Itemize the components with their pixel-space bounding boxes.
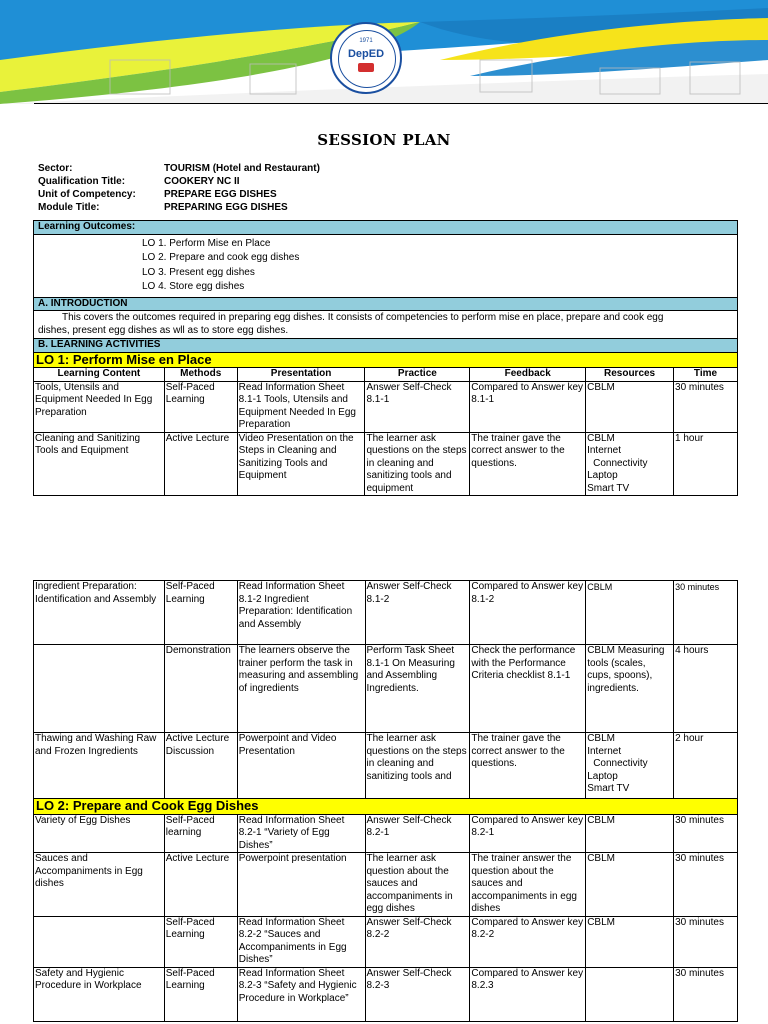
cell-time: 4 hours bbox=[674, 645, 738, 733]
cell-resources bbox=[586, 432, 674, 496]
resource-line: Smart TV bbox=[587, 783, 630, 794]
learning-outcomes-list bbox=[34, 234, 738, 297]
cell-content bbox=[34, 916, 165, 967]
introduction-text bbox=[34, 311, 738, 339]
cell-presentation: Read Information Sheet 8.1-1 Tools, Utensils and Equipment Needed In Egg Preparation bbox=[237, 381, 365, 432]
resource-line: Connectivity bbox=[593, 758, 648, 769]
col-header: Methods bbox=[164, 368, 237, 382]
resource-line: CBLM bbox=[587, 733, 615, 744]
resource-line: Laptop bbox=[587, 770, 618, 782]
cell-presentation: Read Information Sheet 8.2-1 “Variety of Egg Dishes” bbox=[237, 814, 365, 853]
cell-practice: Answer Self-Check 8.2-1 bbox=[365, 814, 470, 853]
school-logo bbox=[330, 22, 402, 94]
cell-methods: Self-Paced Learning bbox=[164, 581, 237, 645]
cell-practice: Answer Self-Check 8.2-2 bbox=[365, 916, 470, 967]
resource-line: Internet bbox=[587, 445, 622, 456]
cell-methods: Active Lecture Discussion bbox=[164, 733, 237, 799]
intro-line: This covers the outcomes required in preparing egg dishes. It consists of competencies to perform mise en place, prepare and cook egg bbox=[62, 312, 664, 323]
lo2-heading: LO 2: Prepare and Cook Egg Dishes bbox=[34, 799, 738, 815]
learning-outcomes-heading: Learning Outcomes: bbox=[34, 221, 738, 235]
cell-content: Cleaning and Sanitizing Tools and Equipment bbox=[34, 432, 165, 496]
cell-resources: CBLM bbox=[586, 814, 674, 853]
cell-methods: Demonstration bbox=[164, 645, 237, 733]
meta-value: COOKERY NC II bbox=[164, 176, 240, 187]
cell-practice: The learner ask question about the sauces and accompaniments in egg dishes bbox=[365, 853, 470, 917]
lo-item: LO 4. Store egg dishes bbox=[142, 281, 245, 292]
cell-resources: CBLM bbox=[586, 581, 674, 645]
table-row bbox=[34, 916, 738, 967]
cell-presentation: Read Information Sheet 8.2-2 “Sauces and Accompaniments in Egg Dishes” bbox=[237, 916, 365, 967]
cell-practice: The learner ask questions on the steps in cleaning and sanitizing tools and equipment bbox=[365, 432, 470, 496]
cell-content: Ingredient Preparation: Identification and Assembly bbox=[34, 581, 165, 645]
header-rule bbox=[34, 103, 768, 104]
resource-line: CBLM bbox=[587, 432, 615, 444]
meta-label: Sector: bbox=[38, 163, 73, 174]
cell-presentation: Read Information Sheet 8.2-3 “Safety and Hygienic Procedure in Workplace” bbox=[237, 967, 365, 1021]
table-row bbox=[34, 432, 738, 496]
cell-feedback: Compared to Answer key 8.1-2 bbox=[470, 581, 586, 645]
cell-practice: The learner ask questions on the steps in cleaning and sanitizing tools and bbox=[365, 733, 470, 799]
table-row bbox=[34, 581, 738, 645]
resource-line: Internet bbox=[587, 745, 622, 757]
col-header: Learning Content bbox=[34, 368, 165, 382]
cell-feedback: Compared to Answer key 8.1-1 bbox=[470, 381, 586, 432]
intro-line: dishes, present egg dishes as wll as to store egg dishes. bbox=[38, 324, 289, 336]
cell-content: Thawing and Washing Raw and Frozen Ingredients bbox=[34, 733, 165, 799]
cell-time: 30 minutes bbox=[674, 853, 738, 917]
lo-item: LO 1. Perform Mise en Place bbox=[142, 237, 271, 249]
cell-methods: Self-Paced learning bbox=[164, 814, 237, 853]
cell-content: Variety of Egg Dishes bbox=[34, 814, 165, 853]
cell-resources: CBLM Measuring tools (scales, cups, spoons), ingredients. bbox=[586, 645, 674, 733]
cell-resources bbox=[586, 733, 674, 799]
table-row bbox=[34, 733, 738, 799]
cell-methods: Self-Paced Learning bbox=[164, 916, 237, 967]
col-header: Time bbox=[674, 368, 738, 382]
resource-line: Connectivity bbox=[593, 457, 648, 469]
cell-feedback: The trainer answer the question about the sauces and accompaniments in egg dishes bbox=[470, 853, 586, 917]
resource-line: Laptop bbox=[587, 470, 618, 481]
cell-feedback: Check the performance with the Performance Criteria checklist 8.1-1 bbox=[470, 645, 586, 733]
lo1-heading: LO 1: Perform Mise en Place bbox=[34, 352, 738, 368]
meta-value: PREPARE EGG DISHES bbox=[164, 189, 277, 200]
meta-label: Qualification Title: bbox=[38, 176, 126, 187]
cell-methods: Active Lecture bbox=[164, 853, 237, 917]
logo-year: 1971 bbox=[359, 38, 373, 44]
cell-time: 1 hour bbox=[674, 432, 738, 496]
cell-practice: Answer Self-Check 8.1-1 bbox=[365, 381, 470, 432]
cell-resources: CBLM bbox=[586, 853, 674, 917]
cell-content: Sauces and Accompaniments in Egg dishes bbox=[34, 853, 165, 917]
meta-value: PREPARING EGG DISHES bbox=[164, 202, 288, 213]
meta-label: Module Title: bbox=[38, 202, 100, 213]
col-header: Practice bbox=[365, 368, 470, 382]
cell-content: Safety and Hygienic Procedure in Workplace bbox=[34, 967, 165, 1021]
cell-resources bbox=[586, 967, 674, 1021]
cell-practice: Perform Task Sheet 8.1-1 On Measuring and Assembling Ingredients. bbox=[365, 645, 470, 733]
introduction-heading: A. INTRODUCTION bbox=[34, 297, 738, 311]
col-header: Feedback bbox=[470, 368, 586, 382]
lo-item: LO 3. Present egg dishes bbox=[142, 266, 255, 278]
cell-feedback: Compared to Answer key 8.2.3 bbox=[470, 967, 586, 1021]
meta-value: TOURISM (Hotel and Restaurant) bbox=[164, 163, 320, 174]
book-icon bbox=[358, 63, 374, 72]
session-table-page1 bbox=[33, 220, 738, 496]
cell-time: 30 minutes bbox=[674, 814, 738, 853]
col-header: Resources bbox=[586, 368, 674, 382]
cell-feedback: Compared to Answer key 8.2-1 bbox=[470, 814, 586, 853]
cell-practice: Answer Self-Check 8.2-3 bbox=[365, 967, 470, 1021]
cell-presentation: Video Presentation on the Steps in Cleaning and Sanitizing Tools and Equipment bbox=[237, 432, 365, 496]
cell-methods: Self-Paced Learning bbox=[164, 967, 237, 1021]
resource-line: Smart TV bbox=[587, 482, 630, 494]
table-row bbox=[34, 645, 738, 733]
cell-time: 30 minutes bbox=[674, 381, 738, 432]
col-header: Presentation bbox=[237, 368, 365, 382]
cell-feedback: The trainer gave the correct answer to the questions. bbox=[470, 432, 586, 496]
cell-presentation: The learners observe the trainer perform the task in measuring and assembling of ingredients bbox=[237, 645, 365, 733]
cell-content: Tools, Utensils and Equipment Needed In Egg Preparation bbox=[34, 381, 165, 432]
cell-presentation: Powerpoint and Video Presentation bbox=[237, 733, 365, 799]
logo-deped-text: DepED bbox=[347, 48, 385, 60]
cell-content bbox=[34, 645, 165, 733]
cell-resources: CBLM bbox=[586, 381, 674, 432]
cell-feedback: The trainer gave the correct answer to the questions. bbox=[470, 733, 586, 799]
cell-feedback: Compared to Answer key 8.2-2 bbox=[470, 916, 586, 967]
header-banner bbox=[0, 0, 768, 104]
table-row bbox=[34, 814, 738, 853]
cell-practice: Answer Self-Check 8.1-2 bbox=[365, 581, 470, 645]
table-row bbox=[34, 853, 738, 917]
cell-time: 2 hour bbox=[674, 733, 738, 799]
learning-activities-heading: B. LEARNING ACTIVITIES bbox=[34, 339, 738, 353]
cell-time: 30 minutes bbox=[674, 967, 738, 1021]
cell-presentation: Read Information Sheet 8.1-2 Ingredient Preparation: Identification and Assembly bbox=[237, 581, 365, 645]
cell-time: 30 minutes bbox=[674, 581, 738, 645]
table-row bbox=[34, 381, 738, 432]
cell-presentation: Powerpoint presentation bbox=[237, 853, 365, 917]
cell-methods: Active Lecture bbox=[164, 432, 237, 496]
meta-block bbox=[38, 162, 320, 214]
table-row bbox=[34, 967, 738, 1021]
cell-time: 30 minutes bbox=[674, 916, 738, 967]
cell-methods: Self-Paced Learning bbox=[164, 381, 237, 432]
cell-resources: CBLM bbox=[586, 916, 674, 967]
meta-label: Unit of Competency: bbox=[38, 189, 136, 200]
page-title: SESSION PLAN bbox=[317, 131, 451, 149]
session-table-page2 bbox=[33, 580, 738, 1022]
lo-item: LO 2. Prepare and cook egg dishes bbox=[142, 252, 300, 263]
